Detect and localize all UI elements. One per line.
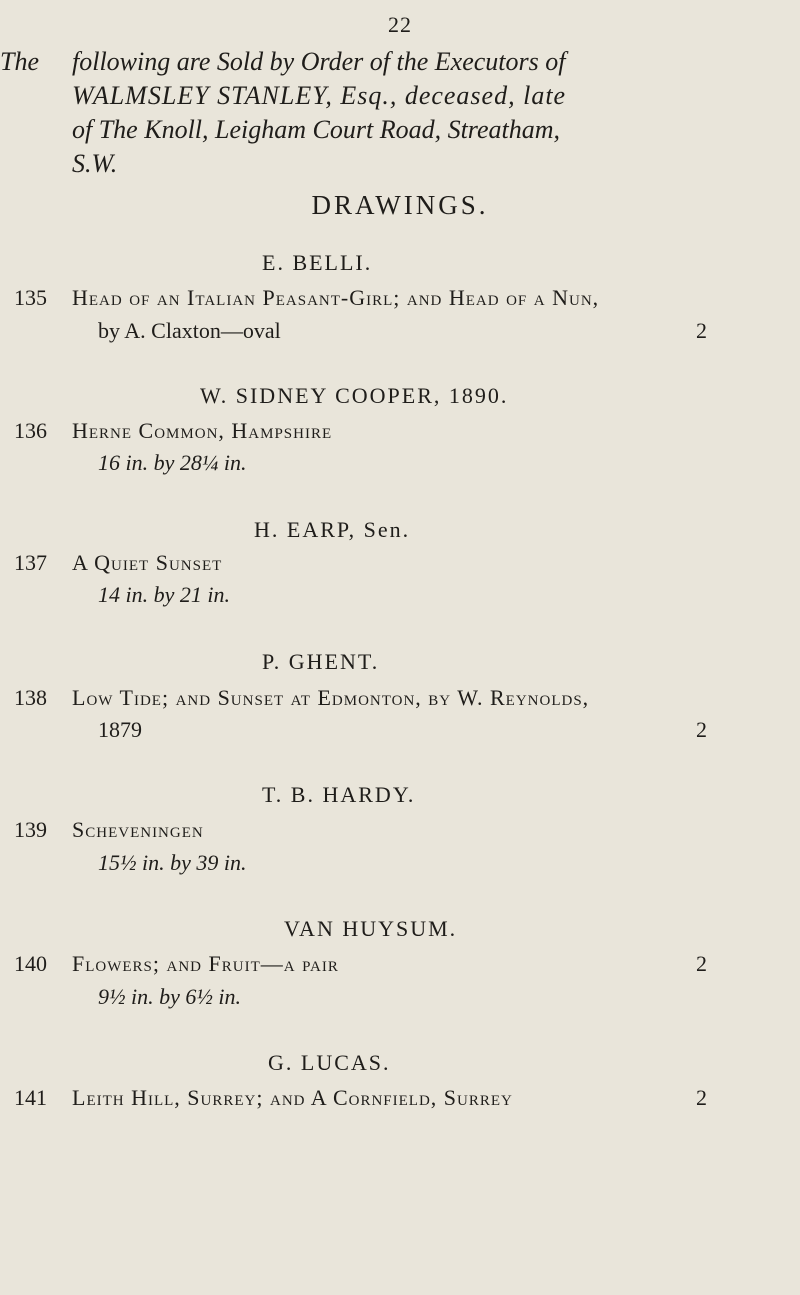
lot-title: Head of an Italian Peasant-Girl; and Head of a Nun, [72,285,600,310]
artist-name: T. B. HARDY. [262,782,416,807]
lot-title: Flowers; and Fruit—a pair [72,951,339,976]
artist-name: P. GHENT. [262,649,380,674]
intro-line-2: WALMSLEY STANLEY, Esq., deceased, late [72,81,567,110]
lot-description: 1879 [98,717,142,742]
lot-quantity: 2 [696,951,707,976]
lot-description: 9½ in. by 6½ in. [98,984,241,1009]
lot-number: 138 [14,685,47,710]
lot-description: 16 in. by 28¼ in. [98,450,247,475]
lot-number: 135 [14,285,47,310]
lot-description: by A. Claxton—oval [98,318,281,343]
lot-number: 137 [14,550,47,575]
lot-title: Leith Hill, Surrey; and A Cornfield, Surrey [72,1085,513,1110]
artist-name: W. SIDNEY COOPER, 1890. [200,383,509,408]
lot-title: Scheveningen [72,817,204,842]
lot-quantity: 2 [696,318,707,343]
lot-number: 139 [14,817,47,842]
lot-description: 14 in. by 21 in. [98,582,230,607]
page-number: 22 [388,12,412,37]
artist-name: E. BELLI. [262,250,373,275]
intro-line-4: S.W. [72,149,118,178]
artist-name: H. EARP, Sen. [254,517,411,542]
intro-line-1: following are Sold by Order of the Executors of [72,47,566,76]
sale-introduction [0,45,752,181]
lot-title: A Quiet Sunset [72,550,223,575]
lot-quantity: 2 [696,717,707,742]
intro-lead-word: The [0,47,39,76]
lot-title: Herne Common, Hampshire [72,418,333,443]
lot-description: 15½ in. by 39 in. [98,850,247,875]
artist-name: G. LUCAS. [268,1050,391,1075]
intro-line-3: of The Knoll, Leigham Court Road, Streatham, [72,115,560,144]
lot-number: 140 [14,951,47,976]
section-heading: DRAWINGS. [311,190,489,220]
lot-number: 141 [14,1085,47,1110]
lot-quantity: 2 [696,1085,707,1110]
lot-title: Low Tide; and Sunset at Edmonton, by W. Reynolds, [72,685,590,710]
lot-number: 136 [14,418,47,443]
artist-name: VAN HUYSUM. [284,916,458,941]
